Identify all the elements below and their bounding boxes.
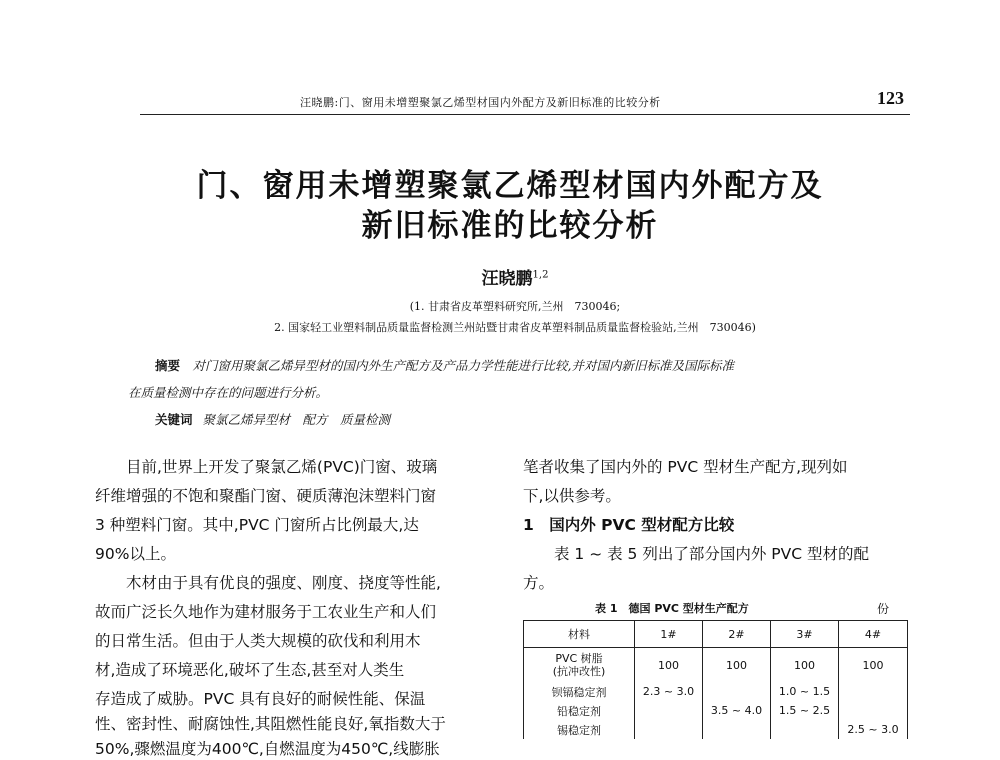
table-cell <box>635 720 703 739</box>
page-number: 123 <box>877 88 904 108</box>
table-row <box>524 701 908 720</box>
table-cell <box>703 720 771 739</box>
table-cell: 1.0 ~ 1.5 <box>771 682 839 701</box>
table-header-cell: 2# <box>703 621 771 648</box>
author <box>140 264 890 289</box>
left-col-line: 纤维增强的不饱和聚酯门窗、硬质薄泡沫塑料门窗 <box>95 487 437 505</box>
keywords-text: 聚氯乙烯异型材 配方 质量检测 <box>202 412 391 427</box>
table-header-row <box>524 621 908 648</box>
formulation-table <box>523 620 908 739</box>
article-title-line2: 新旧标准的比较分析 <box>361 208 659 244</box>
abstract-line2: 在质量检测中存在的问题进行分析。 <box>128 385 329 400</box>
table-unit: 份 <box>877 602 890 616</box>
table-cell <box>839 701 908 720</box>
running-head-title: 汪晓鹏:门、窗用未增塑聚氯乙烯型材国内外配方及新旧标准的比较分析 <box>300 96 661 109</box>
table-cell: 100 <box>839 648 908 683</box>
right-col-line: 下,以供参考。 <box>523 487 621 505</box>
table-cell: 1.5 ~ 2.5 <box>771 701 839 720</box>
table-cell-name: 钡镉稳定剂 <box>524 682 635 701</box>
table-header-cell: 4# <box>839 621 908 648</box>
table-cell <box>839 682 908 701</box>
table-header-cell: 1# <box>635 621 703 648</box>
table-cell: 100 <box>771 648 839 683</box>
left-col-line: 材,造成了环境恶化,破坏了生态,甚至对人类生 <box>95 661 405 679</box>
left-col-line: 存造成了威胁。PVC 具有良好的耐候性能、保温 <box>95 690 426 708</box>
table-caption: 表 1 德国 PVC 型材生产配方 <box>595 602 749 615</box>
running-head <box>140 88 910 115</box>
left-col-line: 3 种塑料门窗。其中,PVC 门窗所占比例最大,达 <box>95 516 419 534</box>
table-cell: 2.5 ~ 3.0 <box>839 720 908 739</box>
abstract-text-1: 对门窗用聚氯乙烯异型材的国内外生产配方及产品力学性能进行比较,并对国内新旧标准及国际标准 <box>192 358 735 373</box>
keywords-label: 关键词 <box>155 412 193 427</box>
table-row <box>524 682 908 701</box>
table-cell: 100 <box>703 648 771 683</box>
table-cell: 2.3 ~ 3.0 <box>635 682 703 701</box>
table-cell <box>771 720 839 739</box>
keywords <box>155 410 390 428</box>
left-col-line: 故而广泛长久地作为建材服务于工农业生产和人们 <box>95 603 437 621</box>
abstract-line1 <box>155 356 734 374</box>
right-col-line: 方。 <box>523 574 555 592</box>
table-cell: 100 <box>635 648 703 683</box>
left-col-line: 目前,世界上开发了聚氯乙烯(PVC)门窗、玻璃 <box>95 458 438 476</box>
table-row <box>524 648 908 683</box>
table-row <box>524 720 908 739</box>
table-cell <box>635 701 703 720</box>
table-cell-name: 锡稳定剂 <box>524 720 635 739</box>
table-cell-name: 铅稳定剂 <box>524 701 635 720</box>
table-cell: 3.5 ~ 4.0 <box>703 701 771 720</box>
abstract-label: 摘要 <box>155 358 181 373</box>
affiliation-1: (1. 甘肃省皮革塑料研究所,兰州 730046; <box>409 300 621 313</box>
row-name-line2: (抗冲改性) <box>552 665 606 678</box>
left-col-line: 木材由于具有优良的强度、刚度、挠度等性能, <box>95 574 441 592</box>
table-header-cell: 材料 <box>524 621 635 648</box>
article-title-line1: 门、窗用未增塑聚氯乙烯型材国内外配方及 <box>196 168 824 204</box>
right-col-line: 笔者收集了国内外的 PVC 型材生产配方,现列如 <box>523 458 848 476</box>
left-col-line: 性、密封性、耐腐蚀性,其阻燃性能良好,氧指数大于 <box>95 715 446 733</box>
section-heading: 1 国内外 PVC 型材配方比较 <box>523 516 735 534</box>
affiliation-2: 2. 国家轻工业塑料制品质量监督检测兰州站暨甘肃省皮革塑料制品质量监督检验站,兰州 730046) <box>274 321 756 334</box>
author-name: 汪晓鹏 <box>481 269 533 289</box>
table-header-cell: 3# <box>771 621 839 648</box>
left-col-line: 90%以上。 <box>95 545 176 563</box>
table-cell <box>703 682 771 701</box>
row-name-line1: PVC 树脂 <box>555 652 603 665</box>
author-affil-marker: 1,2 <box>532 269 549 281</box>
left-col-line: 50%,骤燃温度为400℃,自燃温度为450℃,线膨胀 <box>95 740 440 758</box>
left-col-line: 的日常生活。但由于人类大规模的砍伐和利用木 <box>95 632 421 650</box>
table-cell-name <box>524 648 635 683</box>
right-col-line: 表 1 ~ 表 5 列出了部分国内外 PVC 型材的配 <box>523 545 869 563</box>
